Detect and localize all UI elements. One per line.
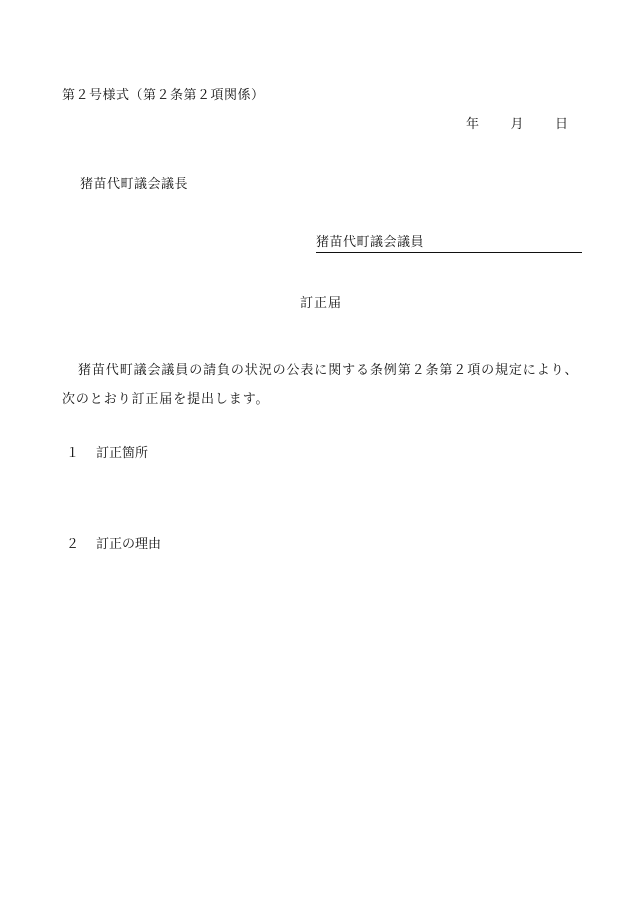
list-item [66,537,161,553]
addressee: 猪苗代町議会議長 [80,177,189,192]
date-day-label: 日 [555,117,569,132]
item-label: 訂正箇所 [96,446,149,461]
item-label: 訂正の理由 [96,537,162,552]
list-item [66,446,148,462]
item-number: ２ [66,537,80,552]
item-number: １ [66,446,80,461]
sender-label: 猪苗代町議会議員 [316,235,425,250]
date-year-label: 年 [466,117,480,132]
document-title: 訂正届 [300,296,343,311]
date-line [466,117,569,133]
body-paragraph: 猪苗代町議会議員の請負の状況の公表に関する条例第２条第２項の規定により、次のとおり訂正届を提出します。 [62,363,579,407]
date-month-label: 月 [510,117,525,132]
form-number-heading: 第２号様式（第２条第２項関係） [62,88,265,103]
sender-signature-line [316,235,582,253]
